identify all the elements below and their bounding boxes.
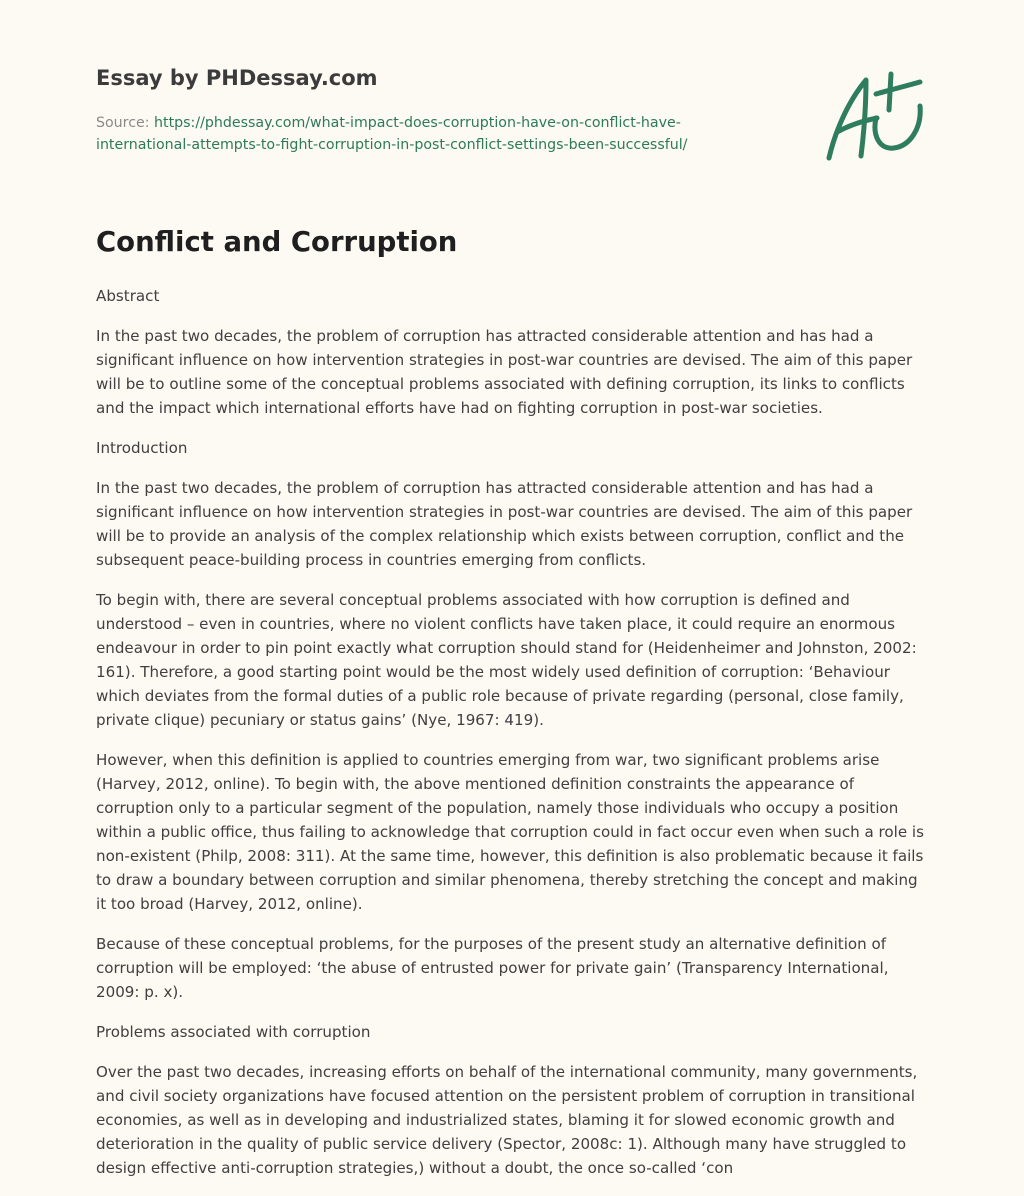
a-plus-logo-icon: [820, 66, 932, 166]
document-title: Conflict and Corruption: [96, 226, 458, 258]
paragraph: Introduction: [96, 439, 188, 457]
source-label: Source:: [96, 115, 150, 131]
a-plus-logo: [820, 66, 932, 166]
paragraph: Over the past two decades, increasing efforts on behalf of the international community, many governments, and civil society organizations have focused attention on the persistent problem of corruption in transitional economies, as well as in developing and industrialized states, blaming it for slowed economic growth and deterioration in the quality of public service delivery (Spector, 2008c: 1). Although many have struggled to design effective anti-corruption strategies,) without a doubt, the once so-called ‘con: [96, 1063, 918, 1177]
paragraph: However, when this definition is applied to countries emerging from war, two significant problems arise (Harvey, 2012, online). To begin with, the above mentioned definition constraints the appearance of corruption only to a particular segment of the population, namely those individuals who occupy a position within a public office, thus failing to acknowledge that corruption could in fact occur even when such a role is non-existent (Philp, 2008: 311). At the same time, however, this definition is also problematic because it fails to draw a boundary between corruption and similar phenomena, thereby stretching the concept and making it too broad (Harvey, 2012, online).: [96, 751, 924, 913]
source-line: [96, 112, 776, 156]
paragraph: Because of these conceptual problems, for the purposes of the present study an alternative definition of corruption will be employed: ‘the abuse of entrusted power for private gain’ (Transparency International, 2009: p. x).: [96, 935, 889, 1001]
paragraph: To begin with, there are several conceptual problems associated with how corruption is defined and understood – even in countries, where no violent conflicts have taken place, it could require an enormous endeavour in order to pin point exactly what corruption should stand for (Heidenheimer and Johnston, 2002: 161). Therefore, a good starting point would be the most widely used definition of corruption: ‘Behaviour which deviates from the formal duties of a public role because of private regarding (personal, close family, private clique) pecuniary or status gains’ (Nye, 1967: 419).: [96, 591, 917, 729]
paragraph: In the past two decades, the problem of corruption has attracted considerable attention and has had a significant influence on how intervention strategies in post-war countries are devised. The aim of this paper will be to outline some of the conceptual problems associated with defining corruption, its links to conflicts and the impact which international efforts have had on fighting corruption in post-war societies.: [96, 327, 913, 417]
paragraph: In the past two decades, the problem of corruption has attracted considerable attention and has had a significant influence on how intervention strategies in post-war countries are devised. The aim of this paper will be to provide an analysis of the complex relationship which exists between corruption, conflict and the subsequent peace-building process in countries emerging from conflicts.: [96, 479, 913, 569]
paragraph: Abstract: [96, 287, 160, 305]
paragraph: Problems associated with corruption: [96, 1023, 371, 1041]
source-link[interactable]: https://phdessay.com/what-impact-does-corruption-have-on-conflict-have-international-attempts-to-fight-corruption-in-post-conflict-settings-been-successful/: [96, 115, 688, 153]
document-body: [96, 284, 932, 1196]
site-title: Essay by PHDessay.com: [96, 66, 378, 90]
